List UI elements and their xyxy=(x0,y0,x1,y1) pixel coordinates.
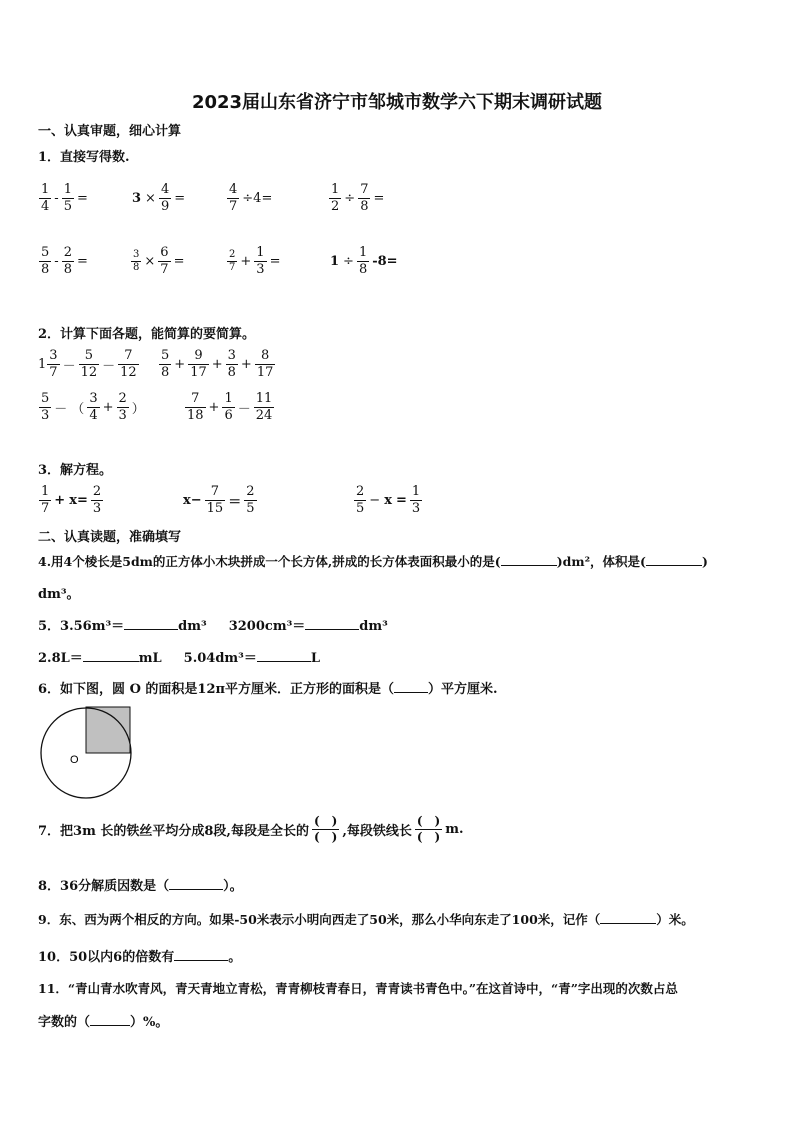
fraction: $\frac{2}{3}$ xyxy=(118,391,127,423)
fraction: $\frac{7}{18}$ xyxy=(187,391,204,423)
circle-square-figure xyxy=(36,703,136,803)
page-title: 2023届山东省济宁市邹城市数学六下期末调研试题 xyxy=(191,92,603,113)
q7-text: 7．把3m 长的铁丝平均分成8段,每段是全长的 ( ) ( ) ,每段铁线长 ( ) ( ) m. xyxy=(38,814,464,844)
fraction: $\frac{11}{24}$ xyxy=(255,391,273,423)
center-label: O xyxy=(70,754,79,766)
fraction: $\frac{2}{5}$ xyxy=(356,484,365,516)
answer-blank[interactable] xyxy=(501,553,557,566)
q1-expr-4: $\frac{1}{2}$ ÷ $\frac{7}{8}$ = xyxy=(331,182,385,214)
fraction: $\frac{1}{6}$ xyxy=(224,391,233,423)
answer-blank[interactable] xyxy=(600,911,656,924)
q1-expr-8: 1 ÷ $\frac{1}{8}$ -8= xyxy=(330,245,398,277)
q2-heading: 2．计算下面各题，能简算的要简算。 xyxy=(38,327,256,342)
q10-text: 10．50以内6的倍数有 。 xyxy=(38,950,242,965)
fraction: $\frac{3}{8}$ xyxy=(133,249,140,273)
q5-line-2: 2.8L＝ mL 5.04dm³＝ L xyxy=(38,651,321,666)
q3-equation-1: $\frac{1}{7}$ + x= $\frac{2}{3}$ xyxy=(41,484,102,516)
blank-fraction[interactable]: ( ) ( ) xyxy=(416,814,441,844)
q2-expr-1: 1 $\frac{3}{7}$ － $\frac{5}{12}$ － $\frac{7}{12}$ xyxy=(38,348,137,380)
q11-line-2: 字数的（ ）%。 xyxy=(38,1015,169,1030)
q1-expr-2: 3 × $\frac{4}{9}$ = xyxy=(132,182,186,214)
q1-heading: 1．直接写得数. xyxy=(38,150,130,165)
q1-expr-6: $\frac{3}{8}$ × $\frac{6}{7}$ = xyxy=(133,245,185,277)
fraction: $\frac{6}{7}$ xyxy=(160,245,169,277)
fraction: $\frac{1}{4}$ xyxy=(41,182,50,214)
fraction: $\frac{2}{5}$ xyxy=(246,484,255,516)
q6-text: 6．如下图，圆 O 的面积是12π平方厘米．正方形的面积是（ ）平方厘米. xyxy=(38,682,498,697)
answer-blank[interactable] xyxy=(305,617,359,630)
answer-blank[interactable] xyxy=(124,617,178,630)
answer-blank[interactable] xyxy=(174,948,228,961)
fraction: $\frac{9}{17}$ xyxy=(190,348,207,380)
q11-line-1: 11．“青山青水吹青风，青天青地立青松，青青柳枝青春日，青青读书青色中。”在这首诗中，“青”字出现的次数占总 xyxy=(38,981,678,996)
answer-blank[interactable] xyxy=(90,1013,130,1026)
answer-blank[interactable] xyxy=(169,877,223,890)
fraction: $\frac{5}{8}$ xyxy=(161,348,170,380)
q4-line-2: dm³。 xyxy=(38,587,80,602)
fraction: $\frac{7}{12}$ xyxy=(120,348,137,380)
fraction: $\frac{1}{2}$ xyxy=(331,182,340,214)
q1-expr-5: $\frac{5}{8}$ - $\frac{2}{8}$ = xyxy=(41,245,88,277)
fraction: $\frac{5}{8}$ xyxy=(41,245,50,277)
fraction: $\frac{3}{8}$ xyxy=(227,348,236,380)
fraction: $\frac{2}{3}$ xyxy=(92,484,102,516)
q3-equation-2: x− $\frac{7}{15}$ ＝ $\frac{2}{5}$ xyxy=(183,484,255,516)
fraction: $\frac{8}{17}$ xyxy=(256,348,274,380)
fraction: $\frac{1}{7}$ xyxy=(41,484,50,516)
fraction: $\frac{1}{5}$ xyxy=(63,182,72,214)
q4-line-1: 4.用4个棱长是5dm的正方体小木块拼成一个长方体,拼成的长方体表面积最小的是( )dm²，体积是( ) xyxy=(38,554,708,569)
answer-blank[interactable] xyxy=(83,649,139,662)
q3-heading: 3．解方程。 xyxy=(38,463,113,478)
q5-line-1: 5．3.56m³＝ dm³ 3200cm³＝ dm³ xyxy=(38,619,388,634)
fraction: $\frac{2}{8}$ xyxy=(63,245,72,277)
fraction: $\frac{4}{9}$ xyxy=(160,182,170,214)
fraction: $\frac{1}{3}$ xyxy=(256,245,265,277)
q2-expr-4: $\frac{7}{18}$ + $\frac{1}{6}$ － $\frac{11}{24}$ xyxy=(187,391,273,423)
section-heading-2: 二、认真读题，准确填写 xyxy=(38,530,182,545)
q9-text: 9．东、西为两个相反的方向。如果-50米表示小明向西走了50米，那么小华向东走了100米，记作（ ）米。 xyxy=(38,912,694,927)
blank-fraction[interactable]: ( ) ( ) xyxy=(313,814,338,844)
q1-expr-1: $\frac{1}{4}$ - $\frac{1}{5}$ = xyxy=(41,182,88,214)
q2-expr-3: $\frac{5}{3}$ － （ $\frac{3}{4}$ + $\frac{2}{3}$ ） xyxy=(41,391,145,423)
fraction: $\frac{3}{7}$ xyxy=(49,348,58,380)
fraction: $\frac{1}{3}$ xyxy=(411,484,421,516)
answer-blank[interactable] xyxy=(257,649,311,662)
q8-text: 8．36分解质因数是（ ）。 xyxy=(38,879,243,894)
fraction: $\frac{3}{4}$ xyxy=(89,391,98,423)
fraction: $\frac{7}{8}$ xyxy=(360,182,369,214)
fraction: $\frac{2}{7}$ xyxy=(229,249,236,273)
fraction: $\frac{1}{8}$ xyxy=(358,245,368,277)
fraction: $\frac{4}{7}$ xyxy=(229,182,238,214)
fraction: $\frac{5}{3}$ xyxy=(41,391,50,423)
q1-expr-7: $\frac{2}{7}$ + $\frac{1}{3}$ = xyxy=(229,245,281,277)
q2-expr-2: $\frac{5}{8}$ + $\frac{9}{17}$ + $\frac{3}{8}$ + $\frac{8}{17}$ xyxy=(161,348,274,380)
answer-blank[interactable] xyxy=(646,553,702,566)
q3-equation-3: $\frac{2}{5}$ − x = $\frac{1}{3}$ xyxy=(356,484,421,516)
fraction: $\frac{7}{15}$ xyxy=(206,484,224,516)
fraction: $\frac{5}{12}$ xyxy=(80,348,98,380)
section-heading-1: 一、认真审题，细心计算 xyxy=(38,124,182,139)
q1-expr-3: $\frac{4}{7}$ ÷4= xyxy=(229,182,273,214)
answer-blank[interactable] xyxy=(394,680,428,693)
